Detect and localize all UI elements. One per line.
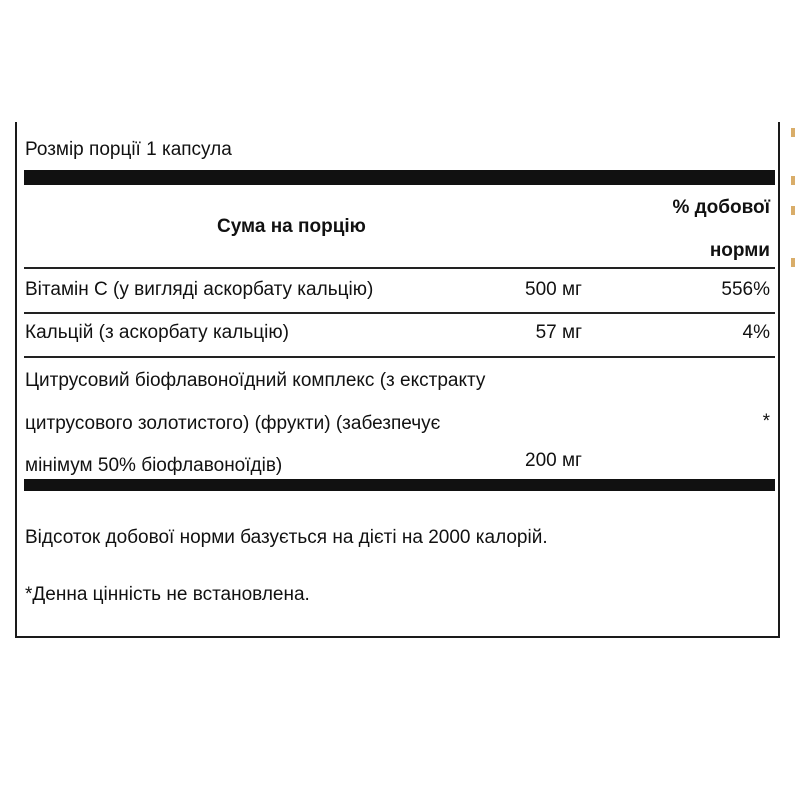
header-divider [24,267,775,269]
nutrient-dv-vitamin-c: 556% [721,279,770,300]
bottom-thick-rule [24,479,775,491]
edge-accent-marks [791,120,800,280]
nutrient-dv-bioflavonoid: * [762,411,770,432]
nutrient-name-bioflavonoid-line3: мінімум 50% біофлавоноїдів) [25,455,283,476]
top-thick-rule [24,170,775,185]
nutrient-amount-bioflavonoid: 200 мг [525,450,582,471]
row-divider [24,356,775,358]
nutrient-dv-calcium: 4% [742,322,770,343]
not-established-footnote: *Денна цінність не встановлена. [25,584,310,605]
row-divider [24,312,775,314]
nutrient-name-calcium: Кальцій (з аскорбату кальцію) [25,322,289,343]
amount-per-serving-header: Сума на порцію [217,216,366,237]
nutrient-name-vitamin-c: Вітамін С (у вигляді аскорбату кальцію) [25,279,374,300]
daily-value-header-line1: % добової [672,197,770,218]
nutrient-amount-calcium: 57 мг [535,322,582,343]
nutrient-name-bioflavonoid-line1: Цитрусовий біофлавоноїдний комплекс (з екстракту [25,370,486,391]
supplement-facts-panel [15,122,780,638]
nutrient-amount-vitamin-c: 500 мг [525,279,582,300]
nutrient-name-bioflavonoid-line2: цитрусового золотистого) (фрукти) (забезпечує [25,413,441,434]
serving-size: Розмір порції 1 капсула [25,139,232,160]
daily-value-footnote: Відсоток добової норми базується на дієті на 2000 калорій. [25,527,548,548]
daily-value-header-line2: норми [709,240,770,261]
